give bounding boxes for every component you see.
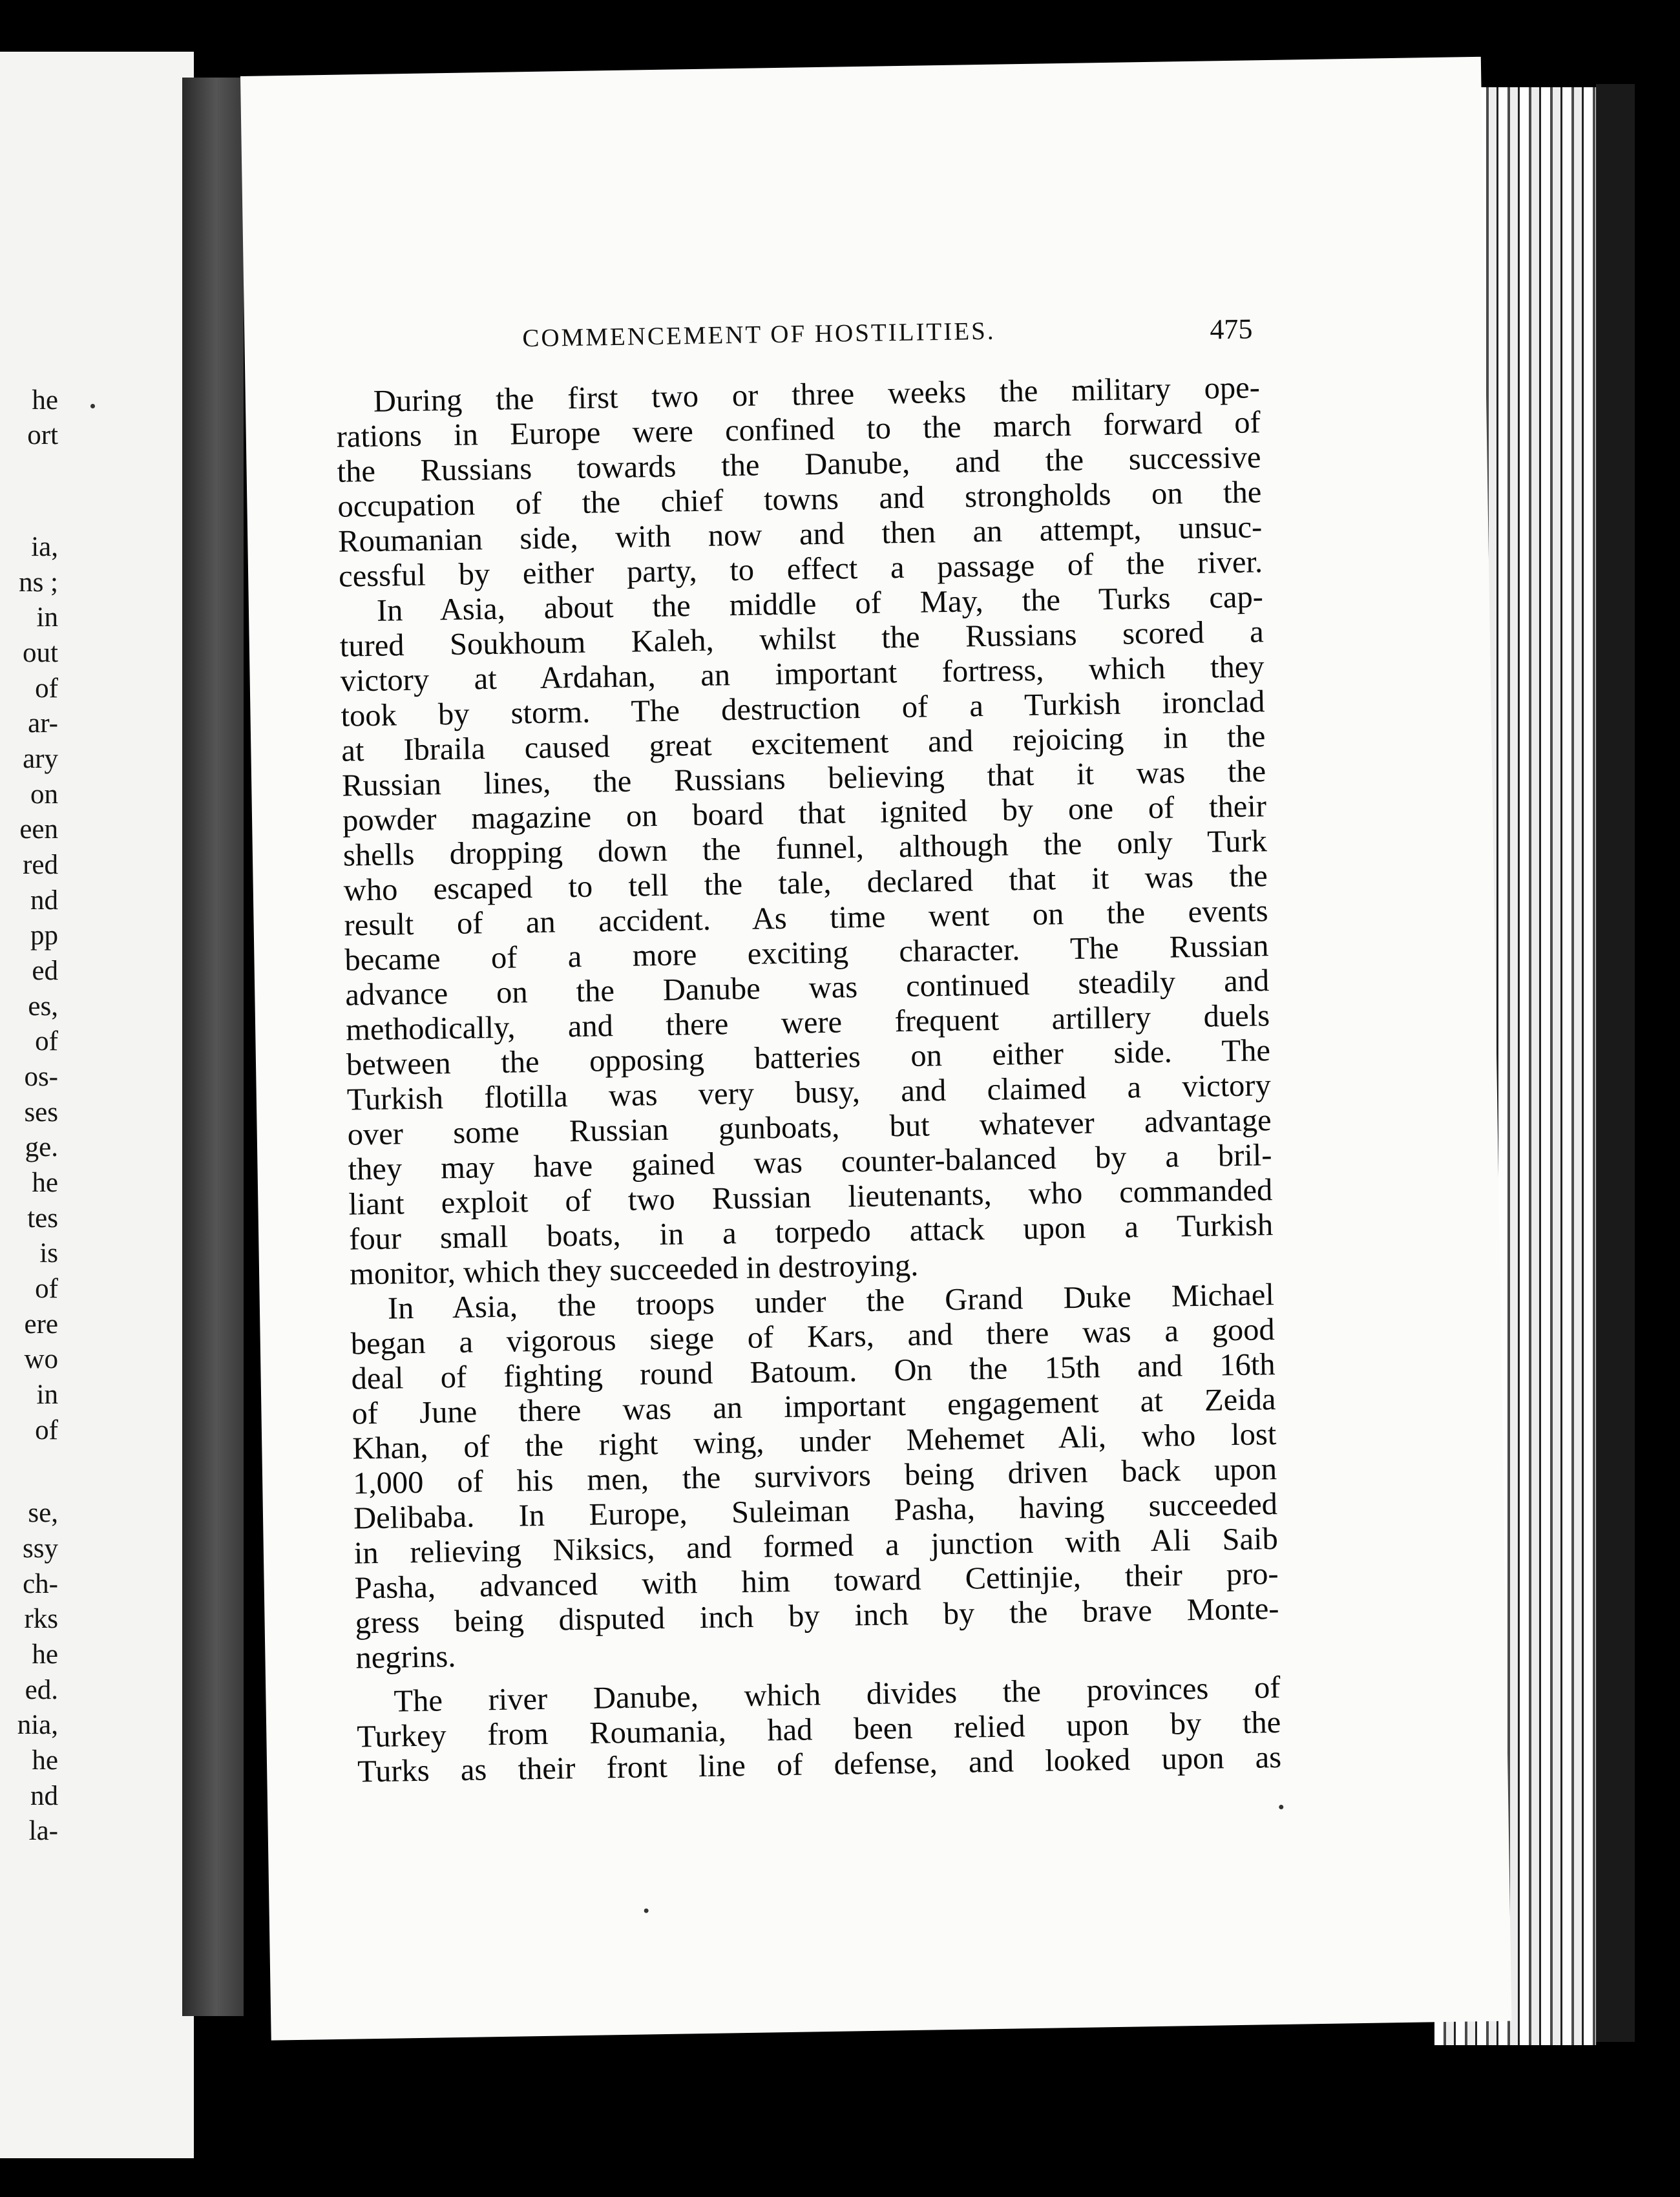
left-page-fragment: he xyxy=(32,1168,58,1198)
text-line: at Ibraila caused great excitement and rejoicing in the xyxy=(341,719,1266,768)
left-page-fragment: in xyxy=(36,1380,58,1410)
page-number: 475 xyxy=(1209,313,1253,346)
text-line: between the opposing batteries on either side. The xyxy=(346,1033,1271,1082)
left-page-fragment: nia, xyxy=(17,1710,58,1740)
paragraph-4 xyxy=(356,1670,1281,1789)
left-page-fragment: he xyxy=(32,1639,58,1670)
speck xyxy=(90,404,95,408)
left-page-fragment: se, xyxy=(28,1498,58,1528)
text-line: During the first two or three weeks the military ope- xyxy=(373,370,1261,419)
left-page-fragment: of xyxy=(35,1415,58,1445)
text-line: Russian lines, the Russians believing that it was the xyxy=(341,754,1266,803)
text-line: rations in Europe were confined to the march forward of xyxy=(336,405,1261,454)
left-page-fragment: out xyxy=(23,638,58,668)
text-line: advance on the Danube was continued steadily and xyxy=(344,963,1270,1013)
text-line: monitor, which they succeeded in destroying. xyxy=(349,1248,919,1292)
book-gutter xyxy=(182,78,244,2016)
paragraph-3 xyxy=(350,1277,1280,1676)
left-page-fragment: he xyxy=(32,385,58,415)
text-line: liant exploit of two Russian lieutenants, who commanded xyxy=(348,1173,1273,1222)
text-line: powder magazine on board that ignited by one of their xyxy=(342,789,1267,838)
text-line: they may have gained was counter-balanced by a bril- xyxy=(348,1138,1272,1187)
text-line: 1,000 of his men, the survivors being driven back upon xyxy=(352,1452,1277,1501)
left-page-fragment: een xyxy=(19,814,58,845)
text-line: became of a more exciting character. The Russian xyxy=(344,929,1269,978)
left-page-fragment: la- xyxy=(28,1816,58,1846)
text-line: who escaped to tell the tale, declared that it was the xyxy=(343,859,1268,908)
left-page-fragment: of xyxy=(35,1026,58,1056)
paragraph-2 xyxy=(339,580,1274,1292)
left-page-fragment: tes xyxy=(27,1203,58,1234)
body-text xyxy=(336,370,1282,1789)
left-page-fragment: os- xyxy=(24,1062,58,1092)
text-line: gress being disputed inch by inch by the brave Monte- xyxy=(355,1592,1279,1641)
text-line: in relieving Niksics, and formed a junction with Ali Saib xyxy=(353,1522,1279,1571)
text-line: of June there was an important engagement at Zeida xyxy=(352,1382,1276,1431)
left-page-fragment: nd xyxy=(30,1781,58,1811)
text-line: victory at Ardahan, an important fortress, which they xyxy=(340,649,1265,699)
text-line: four small boats, in a torpedo attack upon a Turkish xyxy=(348,1208,1274,1257)
left-page-fragment: in xyxy=(36,602,58,633)
left-page-fragment: ary xyxy=(23,744,58,774)
text-line: Khan, of the right wing, under Mehemet Ali, who lost xyxy=(352,1417,1277,1466)
speck xyxy=(644,1908,649,1913)
text-line: Turks as their front line of defense, and looked upon as xyxy=(357,1740,1282,1789)
left-page-fragment: ses xyxy=(24,1097,58,1128)
left-page-fragment: ed. xyxy=(25,1675,58,1705)
text-line: shells dropping down the funnel, although the only Turk xyxy=(342,824,1268,873)
paragraph-1 xyxy=(336,370,1263,594)
text-line: methodically, and there were frequent artillery duels xyxy=(345,998,1270,1047)
left-page-fragment: ere xyxy=(24,1309,58,1340)
text-line: In Asia, about the middle of May, the Turks cap- xyxy=(376,580,1264,628)
left-page-fragment: ge. xyxy=(25,1132,58,1162)
left-page-fragment: es, xyxy=(28,991,58,1022)
left-page-fragment: pp xyxy=(30,920,58,951)
text-line: over some Russian gunboats, but whatever advantage xyxy=(347,1103,1272,1152)
left-page-fragment: he xyxy=(32,1745,58,1776)
text-line: took by storm. The destruction of a Turkish ironclad xyxy=(341,684,1265,733)
text-line: Turkey from Roumania, had been relied upon by the xyxy=(356,1705,1281,1754)
left-page xyxy=(0,52,194,2158)
text-line: negrins. xyxy=(355,1639,456,1676)
text-line: occupation of the chief towns and strongholds on the xyxy=(337,475,1262,524)
left-page-fragment: ch- xyxy=(23,1569,58,1599)
left-page-fragment: of xyxy=(35,1274,58,1304)
left-page-fragment: ort xyxy=(27,420,58,450)
text-line: began a vigorous siege of Kars, and there was a good xyxy=(350,1312,1276,1361)
text-line: Turkish flotilla was very busy, and claimed a victory xyxy=(346,1068,1272,1117)
text-line: Delibaba. In Europe, Suleiman Pasha, having succeeded xyxy=(353,1487,1278,1536)
left-page-fragment: ssy xyxy=(23,1533,58,1564)
text-line: The river Danube, which divides the provinces of xyxy=(394,1670,1281,1719)
left-page-fragment: nd xyxy=(30,885,58,916)
text-line: result of an accident. As time went on the events xyxy=(344,894,1268,943)
left-page-fragment: ar- xyxy=(28,708,58,739)
left-page-fragment: on xyxy=(30,779,58,810)
left-page-fragment: wo xyxy=(24,1344,58,1374)
left-page-fragment: is xyxy=(39,1238,58,1268)
left-page-fragment: ns ; xyxy=(19,567,58,598)
left-page-fragment: ia, xyxy=(31,532,58,562)
text-line: deal of fighting round Batoum. On the 15th and 16th xyxy=(351,1347,1276,1396)
left-page-fragment: rks xyxy=(24,1604,58,1634)
text-line: the Russians towards the Danube, and the successive xyxy=(337,440,1261,489)
text-line: tured Soukhoum Kaleh, whilst the Russians scored a xyxy=(339,615,1265,664)
text-line: cessful by either party, to effect a passage of the river. xyxy=(338,545,1263,594)
running-head: COMMENCEMENT OF HOSTILITIES. xyxy=(522,317,996,353)
cover-edge xyxy=(1596,84,1635,2042)
text-line: Pasha, advanced with him toward Cettinjie, their pro- xyxy=(354,1557,1279,1606)
right-page xyxy=(240,57,1512,2041)
text-line: In Asia, the troops under the Grand Duke Michael xyxy=(387,1277,1275,1326)
left-page-fragment: ed xyxy=(32,956,58,986)
left-page-fragment: of xyxy=(35,673,58,704)
speck xyxy=(1279,1805,1283,1809)
text-line: Roumanian side, with now and then an attempt, unsuc- xyxy=(337,510,1263,559)
left-page-fragment: red xyxy=(23,850,58,880)
